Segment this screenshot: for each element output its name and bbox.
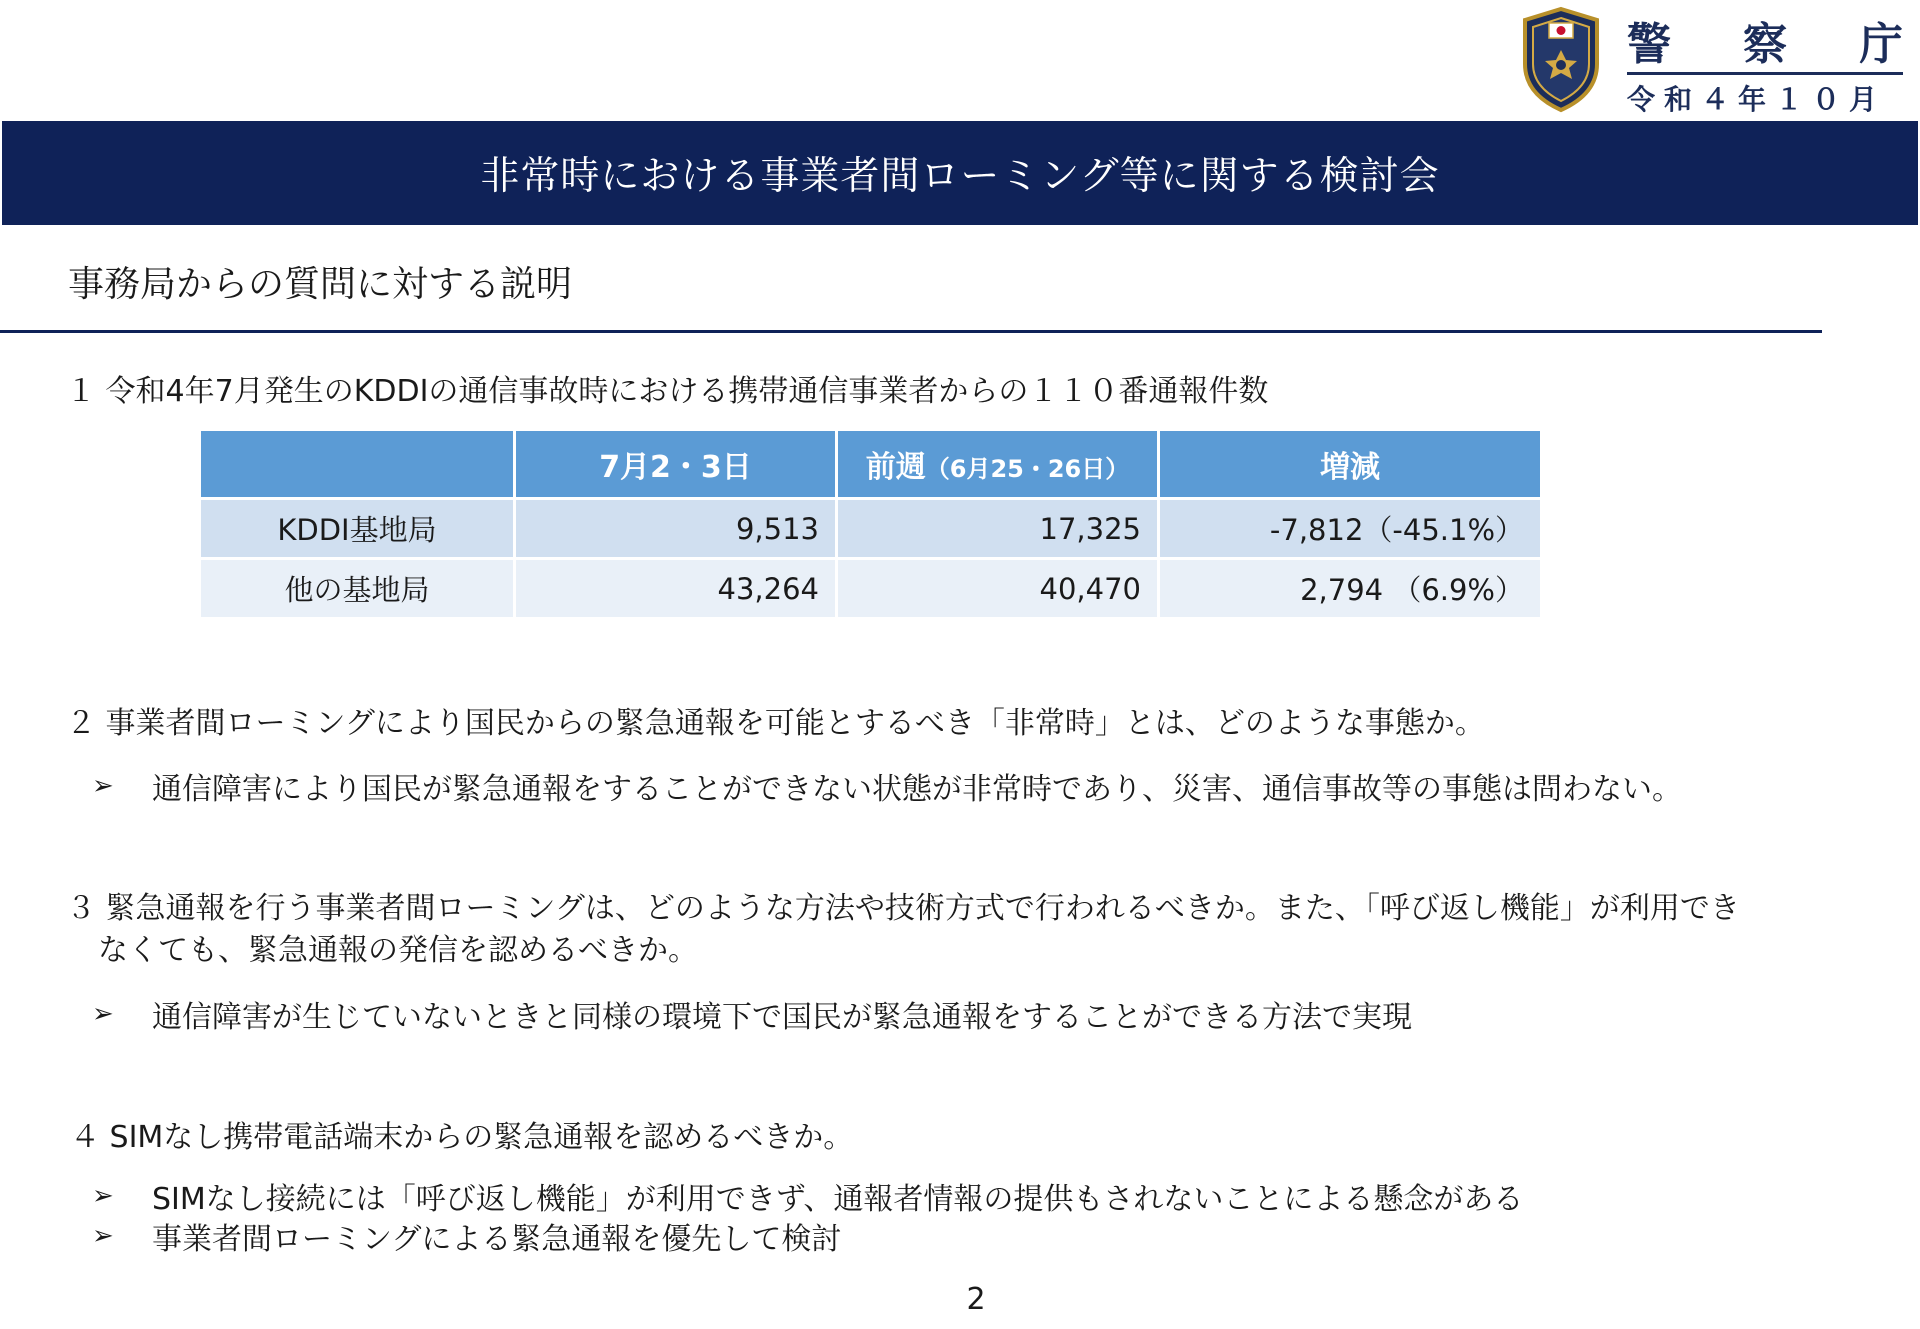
call-count-table — [198, 428, 1543, 620]
page-title: 非常時における事業者間ローミング等に関する検討会 — [480, 154, 1440, 199]
row-label: KDDI基地局 — [200, 499, 515, 559]
table-header-cell: 増減 — [1159, 430, 1542, 499]
section-subtitle: 事務局からの質問に対する説明 — [68, 264, 573, 305]
bullet-text: 通信障害により国民が緊急通報をすることができない状態が非常時であり、災害、通信事故等の事態は問わない。 — [152, 772, 1682, 807]
arrow-bullet-icon: ➢ — [92, 999, 114, 1029]
table-row — [200, 559, 1542, 619]
bullet-item — [92, 1174, 1523, 1218]
table-header-row — [200, 430, 1542, 499]
title-banner — [2, 121, 1918, 225]
page-number: 2 — [966, 1282, 986, 1317]
document-date: 令和４年１０月 — [1627, 83, 1887, 116]
arrow-bullet-icon: ➢ — [92, 771, 114, 801]
agency-char: 庁 — [1859, 19, 1903, 70]
table-cell: -7,812（-45.1%） — [1159, 499, 1542, 559]
bullet-text: 事業者間ローミングによる緊急通報を優先して検討 — [152, 1222, 842, 1257]
subtitle-divider — [0, 330, 1822, 333]
table-header-cell: 7月2・3日 — [515, 430, 837, 499]
bullet-item — [92, 992, 1412, 1036]
table-cell: 17,325 — [837, 499, 1159, 559]
header-main-text: 前週 — [865, 450, 926, 485]
table-cell: 40,470 — [837, 559, 1159, 619]
table-header-cell — [200, 430, 515, 499]
table-cell: 2,794 （6.9%） — [1159, 559, 1542, 619]
bullet-text: 通信障害が生じていないときと同様の環境下で国民が緊急通報をすることができる方法で実現 — [152, 1000, 1412, 1035]
question-3-line-2: なくても、緊急通報の発信を認めるべきか。 — [98, 933, 698, 968]
bullet-text: SIMなし接続には「呼び返し機能」が利用できず、通報者情報の提供もされないことによる懸念がある — [152, 1182, 1524, 1217]
question-1: １ 令和4年7月発生のKDDIの通信事故時における携帯通信事業者からの１１０番通報件数 — [66, 374, 1269, 409]
agency-char: 警 — [1627, 19, 1671, 70]
agency-name — [1627, 14, 1903, 70]
arrow-bullet-icon: ➢ — [92, 1181, 114, 1211]
police-emblem-logo — [1517, 6, 1605, 114]
bullet-item — [92, 764, 1682, 808]
table-row — [200, 499, 1542, 559]
table-cell: 9,513 — [515, 499, 837, 559]
table-header-cell — [837, 430, 1159, 499]
question-3-line-1: ３ 緊急通報を行う事業者間ローミングは、どのような方法や技術方式で行われるべきか。また、「呼び返し機能」が利用でき — [66, 891, 1740, 926]
arrow-bullet-icon: ➢ — [92, 1221, 114, 1251]
agency-divider — [1627, 72, 1903, 75]
row-label: 他の基地局 — [200, 559, 515, 619]
question-2: ２ 事業者間ローミングにより国民からの緊急通報を可能とするべき「非常時」とは、どのような事態か。 — [66, 706, 1485, 741]
header-sub-text: （6月25・26日） — [925, 455, 1130, 483]
table-cell: 43,264 — [515, 559, 837, 619]
bullet-item — [92, 1214, 841, 1258]
agency-char: 察 — [1743, 19, 1787, 70]
question-4: ４ SIMなし携帯電話端末からの緊急通報を認めるべきか。 — [70, 1120, 854, 1155]
